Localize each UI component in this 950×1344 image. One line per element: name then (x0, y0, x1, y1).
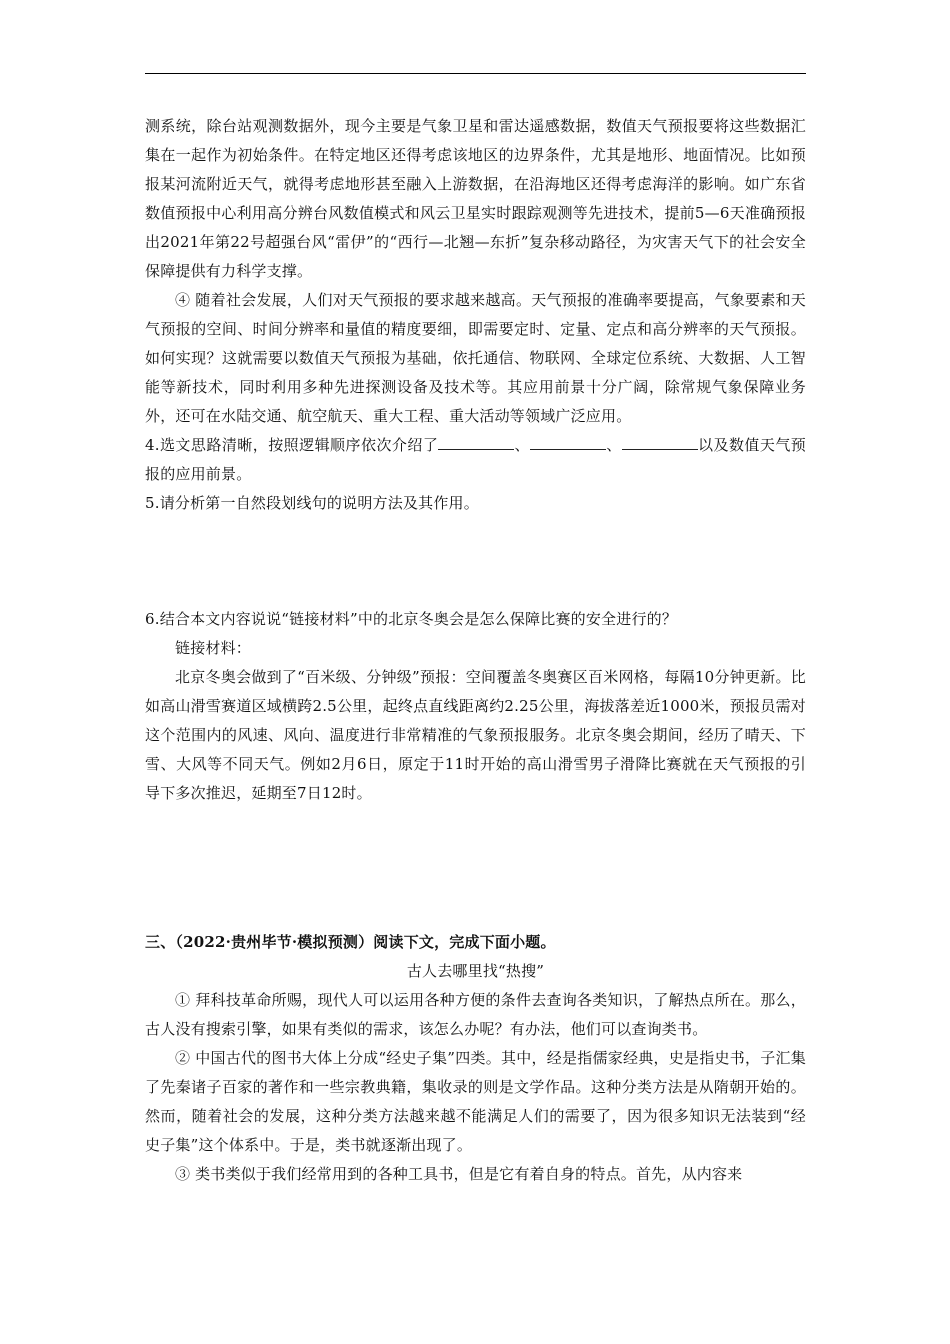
header-rule (145, 73, 806, 74)
article-paragraph-2: ② 中国古代的图书大体上分成“经史子集”四类。其中，经是指儒家经典，史是指史书，子汇集了先秦诸子百家的著作和一些宗教典籍，集收录的则是文学作品。这种分类方法是从隋朝开始的。然而，随着社会的发展，这种分类方法越来越不能满足人们的需要了，因为很多知识无法装到“经史子集”这个体系中。于是，类书就逐渐出现了。 (145, 1049, 806, 1154)
question-5: 5.请分析第一自然段划线句的说明方法及其作用。 (145, 494, 479, 512)
article-title: 古人去哪里找“热搜” (406, 962, 545, 980)
answer-space-q5 (145, 518, 806, 605)
question-4 (145, 431, 806, 489)
answer-blank-2[interactable] (530, 433, 606, 450)
paragraph-continued-3: 测系统，除台站观测数据外，现今主要是气象卫星和雷达遥感数据，数值天气预报要将这些数据汇集在一起作为初始条件。在特定地区还得考虑该地区的边界条件，尤其是地形、地面情况。比如预报某河流附近天气，就得考虑地形甚至融入上游数据，在沿海地区还得考虑海洋的影响。如广东省数值预报中心利用高分辨台风数值模式和风云卫星实时跟踪观测等先进技术，提前5—6天准确预报出2021年第22号超强台风“雷伊”的“西行—北翘—东折”复杂移动路径，为灾害天气下的社会安全保障提供有力科学支撑。 (145, 117, 806, 280)
answer-space-q6 (145, 808, 806, 928)
question-4-separator-1: 、 (514, 436, 531, 454)
paragraph-4: ④ 随着社会发展，人们对天气预报的要求越来越高。天气预报的准确率要提高，气象要素和天气预报的空间、时间分辨率和量值的精度要细，即需要定时、定量、定点和高分辨率的天气预报。如何实现？这就需要以数值天气预报为基础，依托通信、物联网、全球定位系统、大数据、人工智能等新技术，同时利用多种先进探测设备及技术等。其应用前景十分广阔，除常规气象保障业务外，还可在水陆交通、航空航天、重大工程、重大活动等领域广泛应用。 (145, 291, 806, 425)
article-paragraph-1: ① 拜科技革命所赐，现代人可以运用各种方便的条件去查询各类知识，了解热点所在。那么，古人没有搜索引擎，如果有类似的需求，该怎么办呢？有办法，他们可以查询类书。 (145, 991, 806, 1038)
document-body (145, 112, 806, 1189)
question-4-suffix: 以及数值天气预报的应用前景。 (145, 436, 807, 483)
link-material-text: 北京冬奥会做到了“百米级、分钟级”预报：空间覆盖冬奥赛区百米网格，每隔10分钟更新。比如高山滑雪赛道区域横跨2.5公里，起终点直线距离约2.25公里，海拔落差近1000米，预报员需对这个范围内的风速、风向、温度进行非常精准的气象预报服务。北京冬奥会期间，经历了晴天、下雪、大风等不同天气。例如2月6日，原定于11时开始的高山滑雪男子滑降比赛就在天气预报的引导下多次推迟，延期至7日12时。 (145, 668, 806, 802)
article-paragraph-3: ③ 类书类似于我们经常用到的各种工具书，但是它有着自身的特点。首先，从内容来 (175, 1165, 743, 1183)
question-6: 6.结合本文内容说说“链接材料”中的北京冬奥会是怎么保障比赛的安全进行的？ (145, 610, 678, 628)
section-3-heading: 三、（2022·贵州毕节·模拟预测）阅读下文，完成下面小题。 (145, 933, 556, 951)
answer-blank-3[interactable] (622, 433, 698, 450)
link-material-label: 链接材料： (175, 639, 252, 657)
question-4-separator-2: 、 (606, 436, 622, 454)
question-4-prefix: 4.选文思路清晰，按照逻辑顺序依次介绍了 (145, 436, 439, 454)
answer-blank-1[interactable] (438, 433, 514, 450)
